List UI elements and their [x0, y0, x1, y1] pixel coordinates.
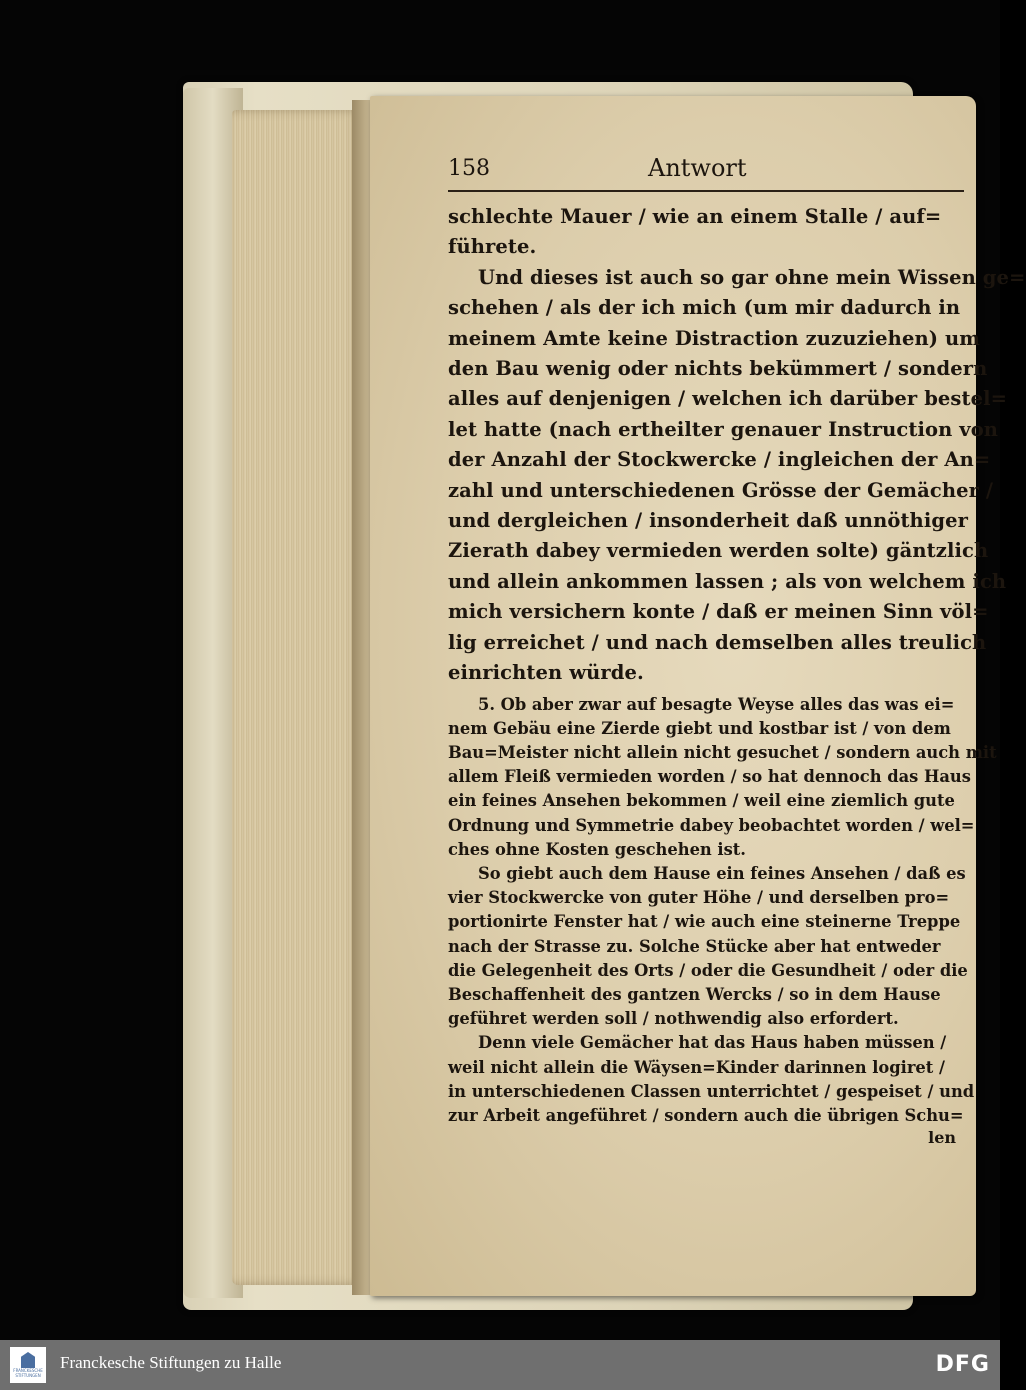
page-text	[448, 150, 1026, 1148]
text-line: let hatte (nach ertheilter genauer Instruction von	[448, 417, 999, 441]
text-line: der Anzahl der Stockwercke / ingleichen der An=	[448, 448, 991, 472]
text-line: Bau=Meister nicht allein nicht gesuchet / sondern auch mit	[448, 742, 997, 762]
institution-logo[interactable]	[10, 1347, 46, 1383]
text-line: geführet werden soll / nothwendig also erfordert.	[448, 1009, 899, 1029]
page-stack-edges	[232, 110, 362, 1285]
header-rule	[448, 190, 964, 192]
text-line: mich versichern konte / daß er meinen Sinn völ=	[448, 600, 989, 624]
institution-name[interactable]: Franckesche Stiftungen zu Halle	[60, 1353, 282, 1372]
text-line: und allein ankommen lassen ; als von welchem ich	[448, 569, 1007, 593]
text-line: zur Arbeit angeführet / sondern auch die übrigen Schu=	[448, 1105, 964, 1125]
text-line: die Gelegenheit des Orts / oder die Gesundheit / oder die	[448, 960, 968, 980]
page-number: 158	[448, 156, 490, 181]
text-line: ein feines Ansehen bekommen / weil eine ziemlich gute	[448, 791, 955, 811]
text-line: Und dieses ist auch so gar ohne mein Wissen ge=	[478, 265, 1026, 289]
text-line: führete.	[448, 235, 537, 259]
text-line: So giebt auch dem Hause ein feines Ansehen / daß es	[478, 863, 966, 883]
text-line: alles auf denjenigen / welchen ich darüber bestel=	[448, 387, 1008, 411]
paragraph-large-type	[448, 202, 1026, 689]
text-line: meinem Amte keine Distraction zuzuziehen) um	[448, 326, 980, 350]
text-line: nach der Strasse zu. Solche Stücke aber hat entweder	[448, 936, 941, 956]
text-line: allem Fleiß vermieden worden / so hat dennoch das Haus	[448, 767, 971, 787]
running-head: Antwort	[648, 154, 747, 182]
text-line: Denn viele Gemächer hat das Haus haben müssen /	[478, 1033, 947, 1053]
logo-text: FRANCKESCHE STIFTUNGEN	[13, 1368, 43, 1378]
text-line: 5. Ob aber zwar auf besagte Weyse alles das was ei=	[478, 694, 955, 714]
text-line: weil nicht allein die Wäysen=Kinder darinnen logiret /	[448, 1057, 945, 1077]
text-line: lig erreichet / und nach demselben alles treulich	[448, 630, 987, 654]
text-line: schlechte Mauer / wie an einem Stalle / auf=	[448, 205, 942, 228]
text-line: Beschaffenheit des gantzen Wercks / so in dem Hause	[448, 984, 941, 1004]
text-line: in unterschiedenen Classen unterrichtet / gespeiset / und	[448, 1081, 975, 1101]
text-line: ches ohne Kosten geschehen ist.	[448, 839, 746, 859]
text-line: zahl und unterschiedenen Grösse der Gemächer /	[448, 478, 994, 502]
text-line: vier Stockwercke von guter Höhe / und derselben pro=	[448, 888, 950, 908]
text-line: den Bau wenig oder nichts bekümmert / sondern	[448, 357, 988, 381]
text-line: nem Gebäu eine Zierde giebt und kostbar ist / von dem	[448, 718, 951, 738]
text-line: und dergleichen / insonderheit daß unnöthiger	[448, 509, 968, 533]
text-line: Zierath dabey vermieden werden solte) gäntzlich	[448, 539, 989, 563]
text-line: portionirte Fenster hat / wie auch eine steinerne Treppe	[448, 912, 961, 932]
catchword: len	[928, 1128, 956, 1148]
viewer-footer	[0, 1340, 1000, 1390]
page-header	[448, 150, 964, 186]
text-line: einrichten würde.	[448, 661, 644, 685]
dfg-logo[interactable]: DFG	[935, 1352, 990, 1377]
text-line: schehen / als der ich mich (um mir dadurch in	[448, 296, 961, 320]
text-line: Ordnung und Symmetrie dabey beobachtet worden / wel=	[448, 815, 975, 835]
building-icon	[21, 1352, 35, 1368]
paragraph-small-type	[448, 693, 997, 1129]
